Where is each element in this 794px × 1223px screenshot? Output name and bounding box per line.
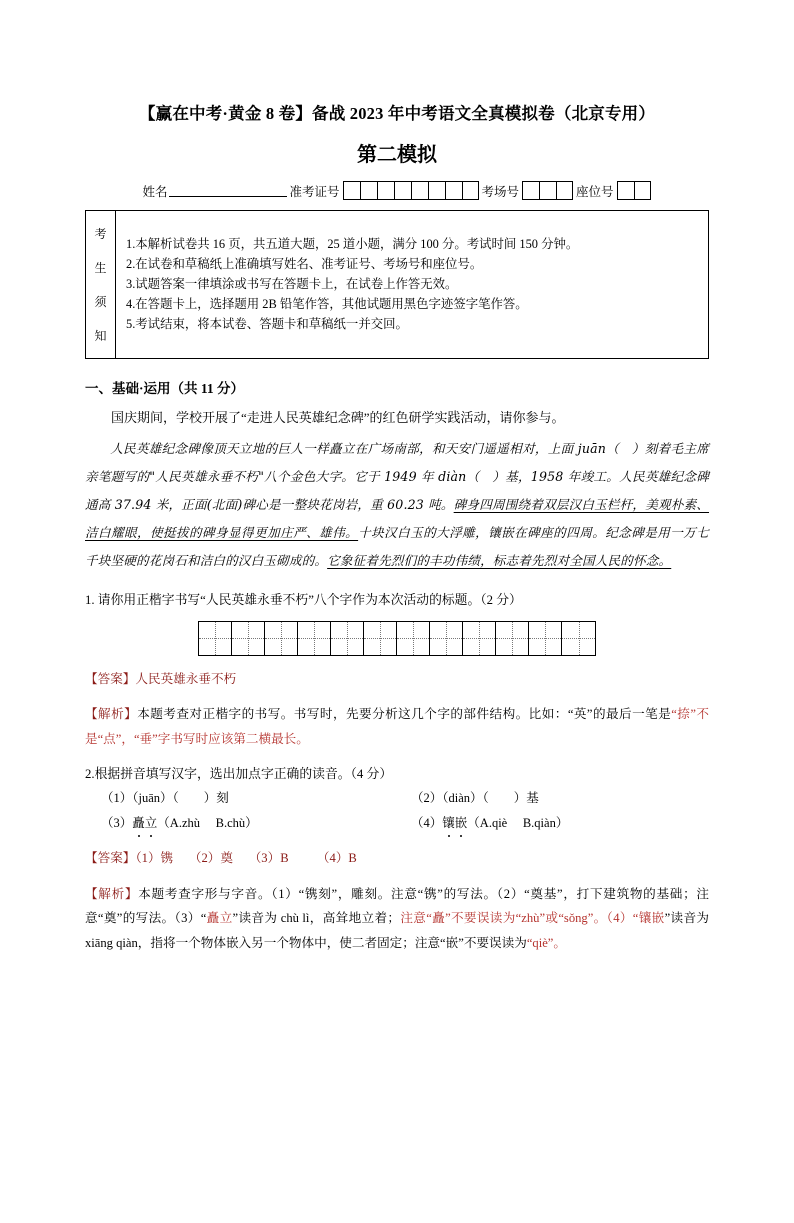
identity-bar <box>85 181 709 200</box>
handwriting-cell[interactable] <box>562 622 595 655</box>
handwriting-cell[interactable] <box>298 622 331 655</box>
seat-digit-box[interactable] <box>634 181 651 200</box>
room-digit-box[interactable] <box>556 181 573 200</box>
analysis-seg-6: “qiè”。 <box>526 935 566 950</box>
question-2-text: 2.根据拼音填写汉字，选出加点字正确的读音。（4 分） <box>85 767 393 782</box>
admission-digit-box[interactable] <box>343 181 360 200</box>
handwriting-cell[interactable] <box>430 622 463 655</box>
passage-underline-1: 碑身四周围绕着双层汉白玉栏杆，美观朴素、洁白耀眼，使挺拔的碑身显得更加庄严、雄伟。 <box>85 497 710 541</box>
question-2-answer <box>85 846 709 871</box>
admission-digit-box[interactable] <box>377 181 394 200</box>
question-1-analysis <box>85 702 709 751</box>
question-2-options-row-1 <box>85 786 709 810</box>
answer-value: （1）镌 （2）奠 （3）B （4）B <box>135 851 357 866</box>
section-intro: 国庆期间，学校开展了“走进人民英雄纪念碑”的红色研学实践活动，请你参与。 <box>111 410 565 426</box>
analysis-seg-3: ”读音为 chù lì，高耸地立着； <box>232 911 400 926</box>
option-3-num: （3） <box>101 815 133 830</box>
answer-value: 人民英雄永垂不朽 <box>135 671 237 686</box>
notice-char-0: 考 <box>94 227 107 242</box>
room-digit-box[interactable] <box>539 181 556 200</box>
candidate-notice-box <box>85 210 709 359</box>
notice-items <box>116 227 708 342</box>
question-2-options-row-2 <box>85 811 709 835</box>
handwriting-cell[interactable] <box>463 622 496 655</box>
notice-item: 4.在答题卡上，选择题用 2B 铅笔作答，其他试题用黑色字迹签字笔作答。 <box>126 297 528 312</box>
admission-digit-box[interactable] <box>394 181 411 200</box>
handwriting-cell[interactable] <box>265 622 298 655</box>
notice-side-label <box>86 211 116 358</box>
question-1-answer <box>85 667 709 692</box>
emphasis-dot-char: 镶 <box>442 811 455 835</box>
answer-label: 【答案】 <box>85 851 136 866</box>
question-1-text: 1. 请你用正楷字书写“人民英雄永垂不朽”八个字作为本次活动的标题。（2 分） <box>85 593 522 608</box>
option-1-num: （1） <box>101 791 133 806</box>
analysis-seg-5: ”读音为 xiāng qiàn，指将一个物体嵌入另一个物体中，使二者固定；注意“嵌”不要误读为 <box>85 911 709 950</box>
name-label: 姓名 <box>142 184 168 199</box>
seat-digit-box[interactable] <box>617 181 634 200</box>
admission-digit-box[interactable] <box>428 181 445 200</box>
option-3-word <box>132 816 157 830</box>
option-1 <box>101 786 411 810</box>
handwriting-cell[interactable] <box>331 622 364 655</box>
passage-underline-2: 它象征着先烈们的丰功伟绩，标志着先烈对全国人民的怀念。 <box>327 553 672 569</box>
option-2-num: （2） <box>411 791 443 806</box>
option-1-content: （juān）（ ）刻 <box>132 791 229 806</box>
analysis-text-black: 本题考查对正楷字的书写。书写时，先要分析这几个字的部件结构。比如：“英”的最后一笔是 <box>137 707 672 722</box>
analysis-label: 【解析】 <box>85 707 138 722</box>
analysis-seg-2: 矗立 <box>206 911 233 926</box>
notice-item: 1.本解析试卷共 16 页，共五道大题，25 道小题，满分 100 分。考试时间 150 分钟。 <box>126 237 579 251</box>
seat-number-boxes[interactable] <box>617 181 651 200</box>
admission-digit-box[interactable] <box>462 181 479 200</box>
room-number-boxes[interactable] <box>522 181 573 200</box>
option-3-content: （A.zhù B.chù） <box>157 815 258 830</box>
exam-subtitle: 第二模拟 <box>357 144 437 166</box>
handwriting-grid-wrap <box>85 621 709 656</box>
exam-page <box>0 100 794 1223</box>
emphasis-dot-char: 矗 <box>132 811 145 835</box>
option-4-num: （4） <box>411 815 443 830</box>
notice-item: 2.在试卷和草稿纸上准确填写姓名、准考证号、考场号和座位号。 <box>126 257 483 272</box>
name-input[interactable] <box>169 184 287 197</box>
notice-item: 3.试题答案一律填涂或书写在答题卡上，在试卷上作答无效。 <box>126 277 458 292</box>
handwriting-cell[interactable] <box>232 622 265 655</box>
admission-number-boxes[interactable] <box>343 181 479 200</box>
option-2 <box>411 786 539 810</box>
answer-label: 【答案】 <box>85 671 136 686</box>
analysis-seg-1: 本题考查字形与字音。（1）“镌刻”，雕刻。注意“镌”的写法。（2）“奠基”，打下建筑物的基础；注意“奠”的写法。（3）“ <box>85 886 709 926</box>
option-2-content: （diàn）（ ）基 <box>442 791 539 806</box>
reading-passage <box>85 435 709 575</box>
admission-digit-box[interactable] <box>445 181 462 200</box>
passage-part-1: 人民英雄纪念碑像顶天立地的巨人一样矗立在广场南部，和天安门遥遥相对，上面 juān（ ）刻着毛主席亲笔题写的"人民英雄永垂不朽"八个金色大字。它于 1949 年 diàn（ ）基，1958 年竣工。人民英雄纪念碑通高 37.94 米，正面(北面)碑心是一整块花岗岩，重 60.23 吨。 <box>85 441 709 513</box>
emphasis-dot-char: 立 <box>145 811 158 835</box>
handwriting-cell[interactable] <box>364 622 397 655</box>
page-title: 【赢在中考·黄金 8 卷】备战 2023 年中考语文全真模拟卷（北京专用） <box>138 104 656 123</box>
notice-item: 5.考试结束，将本试卷、答题卡和草稿纸一并交回。 <box>126 317 408 332</box>
emphasis-dot-char: 嵌 <box>455 811 468 835</box>
seat-label: 座位号 <box>576 184 614 199</box>
notice-char-2: 须 <box>94 295 107 310</box>
question-2-analysis <box>85 882 709 956</box>
option-4-word <box>442 816 467 830</box>
analysis-text-red: “捺”不是“点”，“垂”字书写时应该第二横最长。 <box>85 707 709 746</box>
handwriting-cell[interactable] <box>496 622 529 655</box>
room-digit-box[interactable] <box>522 181 539 200</box>
admission-digit-box[interactable] <box>360 181 377 200</box>
room-label: 考场号 <box>481 184 520 199</box>
notice-char-3: 知 <box>94 329 107 343</box>
option-3 <box>101 811 411 835</box>
section-heading: 一、基础·运用（共 11 分） <box>85 381 245 397</box>
handwriting-cell[interactable] <box>529 622 562 655</box>
admission-digit-box[interactable] <box>411 181 428 200</box>
option-4 <box>411 811 568 835</box>
handwriting-cell[interactable] <box>397 622 430 655</box>
notice-char-1: 生 <box>94 261 107 276</box>
passage-part-2: 十块汉白玉的大浮雕，镶嵌在碑座的四周。纪念碑是用一万七千块坚硬的花岗石和洁白的汉白玉砌成的。 <box>85 525 709 569</box>
handwriting-cell[interactable] <box>199 622 232 655</box>
option-4-content: （A.qiè B.qiàn） <box>467 815 569 830</box>
admission-label: 准考证号 <box>289 184 340 199</box>
handwriting-grid[interactable] <box>198 621 596 656</box>
analysis-label: 【解析】 <box>85 886 139 901</box>
analysis-seg-4: 注意“矗”不要误读为“zhù”或“sǒng”。（4）“镶嵌 <box>399 911 665 926</box>
